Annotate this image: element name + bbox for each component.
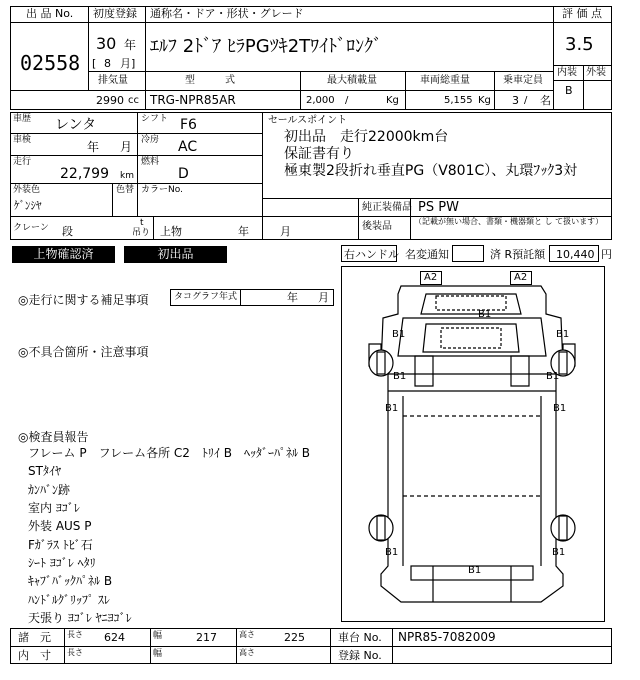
defects-label: ◎不具合箇所・注意事項: [18, 345, 149, 359]
right-handle: 右ハンドル: [344, 248, 399, 261]
max-load: 2,000: [306, 95, 335, 106]
exterior-color: ｹﾞﾝｼﾔ: [14, 199, 42, 212]
crane-label: クレーン: [13, 223, 49, 233]
b1-label: B1: [468, 565, 482, 576]
model-label: 型 式: [185, 75, 235, 86]
shift-label: シフト: [141, 114, 169, 124]
interior-dimensions-label: 内 寸: [18, 649, 51, 662]
fuel-label: 燃料: [141, 157, 160, 167]
tachograph-month-unit: 月: [318, 291, 329, 304]
capacity-unit: 名: [540, 94, 551, 107]
crane-stage: 段: [62, 225, 73, 238]
capacity-label: 乗車定員: [503, 75, 543, 86]
inner-width-label: 幅: [153, 649, 163, 659]
b1-label: B1: [546, 371, 560, 382]
width-label: 幅: [153, 631, 163, 641]
width: 217: [196, 631, 217, 644]
dimensions-label: 諸 元: [18, 631, 51, 644]
recycle-unit: 円: [601, 248, 612, 261]
recycle-amount: 10,440: [556, 248, 595, 261]
sales-point-line: 極東製2段折れ垂直PG（V801C）、丸環ﾌｯｸ3対: [284, 163, 578, 179]
exterior-grade-label: 外装: [586, 67, 606, 78]
inspector-line: 天張り ﾖｺﾞﾚ ﾔﾆﾖｺﾞﾚ: [28, 611, 132, 625]
a2-label: A2: [514, 272, 528, 283]
capacity: 3: [512, 94, 519, 107]
capacity-slash: /: [524, 95, 528, 106]
inspector-line: ｼｰﾄ ﾖｺﾞﾚ ﾍﾀﾘ: [28, 556, 96, 570]
b1-label: B1: [385, 403, 399, 414]
registration-year-unit: 年: [124, 38, 137, 52]
inspector-report-label: ◎検査員報告: [18, 430, 89, 444]
length: 624: [104, 631, 125, 644]
b1-label: B1: [552, 547, 566, 558]
name-change-label: 名変通知: [405, 248, 449, 261]
b1-label: B1: [556, 329, 570, 340]
chassis-label: 車台 No.: [338, 631, 382, 644]
inspection-label: 車検: [13, 135, 32, 145]
genuine-equipment-label: 純正装備品: [362, 202, 412, 213]
inspector-line: ﾊﾝﾄﾞﾙｸﾞﾘｯﾌﾟ ｽﾚ: [28, 593, 110, 607]
b1-label: B1: [393, 371, 407, 382]
interior-grade: B: [565, 84, 573, 97]
sales-point-line: 初出品 走行22000km台: [284, 129, 449, 145]
gross-weight: 5,155: [444, 95, 473, 106]
registration-month: 8: [104, 57, 111, 70]
registration-year: 30: [96, 34, 117, 53]
equipment-label: 上物: [160, 225, 182, 238]
genuine-equipment: PS PW: [418, 200, 459, 215]
recycle-label: 済 R預託額: [490, 248, 546, 261]
displacement-unit: cc: [128, 95, 139, 106]
registration-number-label: 登録 No.: [338, 649, 382, 662]
inspection-year-unit: 年: [87, 140, 100, 154]
mileage: 22,799: [60, 166, 109, 182]
aftermarket-label: 後装品: [362, 221, 392, 232]
vehicle-name-label: 通称名・ドア・形状・グレード: [150, 7, 304, 20]
a2-label: A2: [424, 272, 438, 283]
mileage-unit: km: [120, 171, 134, 181]
sales-points-label: セールスポイント: [268, 115, 348, 126]
gross-weight-unit: Kg: [478, 95, 491, 106]
b1-label: B1: [392, 329, 406, 340]
crane-ton-unit: t: [140, 218, 144, 228]
ac: AC: [178, 139, 198, 155]
color-no-label: カラーNo.: [141, 185, 183, 195]
history-label: 車歴: [13, 114, 32, 124]
score: 3.5: [565, 34, 594, 55]
inspector-line: 外装 AUS P: [28, 519, 92, 533]
registration-month-bracket: [: [92, 57, 97, 70]
max-load-slash: /: [345, 95, 349, 106]
lot-number-label: 出 品 No.: [26, 7, 74, 20]
ac-label: 冷房: [141, 135, 160, 145]
score-label: 評 価 点: [562, 7, 602, 20]
first-listing-bar: 初出品: [124, 246, 227, 263]
fuel: D: [178, 166, 189, 182]
history: レンタ: [55, 117, 97, 133]
vehicle-name: ｴﾙﾌ 2ﾄﾞｱ ﾋﾗPGﾂｷ2Tﾜｲﾄﾞﾛﾝｸﾞ: [150, 36, 383, 57]
tachograph-year-unit: 年: [287, 291, 298, 304]
inspector-line: ｷｬﾌﾞﾊﾞｯｸﾊﾟﾈﾙ B: [28, 574, 113, 588]
equipment-month-unit: 月: [280, 225, 291, 238]
b1-label: B1: [385, 547, 399, 558]
interior-grade-label: 内装: [557, 67, 577, 78]
inner-height-label: 高さ: [239, 648, 255, 657]
height-label: 高さ: [239, 630, 255, 639]
inspector-line: Fｶﾞﾗｽ ﾄﾋﾞ石: [28, 538, 93, 552]
displacement-label: 排気量: [98, 75, 128, 86]
lot-number: 02558: [20, 51, 81, 75]
gross-weight-label: 車両総重量: [420, 75, 470, 86]
inspector-line: ｶﾝﾊﾞﾝ跡: [28, 483, 71, 497]
b1-label: B1: [553, 403, 567, 414]
model: TRG-NPR85AR: [150, 93, 236, 107]
inspector-line: フレーム P フレーム各所 C2 ﾄﾘｲ B ﾍｯﾀﾞｰﾊﾟﾈﾙ B: [28, 446, 311, 460]
first-registration-label: 初度登録: [93, 7, 137, 20]
inspector-line: 室内 ﾖｺﾞﾚ: [28, 501, 80, 515]
registration-month-unit: 月]: [120, 57, 136, 70]
aftermarket-note: （記載が無い場合、書類・機器類と し て扱います）: [414, 217, 604, 226]
length-label: 長さ: [67, 630, 83, 639]
name-change-box: [452, 245, 484, 262]
max-load-unit: Kg: [386, 95, 399, 106]
exterior-color-label: 外装色: [13, 185, 41, 195]
sales-point-line: 保証書有り: [284, 146, 354, 162]
equipment-confirmed-bar: 上物確認済: [12, 246, 115, 263]
b1-label: B1: [478, 309, 492, 320]
max-load-label: 最大積載量: [327, 75, 377, 86]
shift: F6: [180, 117, 197, 133]
chassis-number: NPR85-7082009: [398, 630, 496, 644]
equipment-year-unit: 年: [238, 225, 249, 238]
height: 225: [284, 631, 305, 644]
displacement: 2990: [96, 94, 124, 107]
inspection-month-unit: 月: [120, 140, 133, 154]
mileage-label: 走行: [13, 157, 32, 167]
inner-length-label: 長さ: [67, 648, 83, 657]
crane-lift-unit: 吊り: [132, 228, 151, 238]
driving-notes-label: ◎走行に関する補足事項: [18, 293, 149, 307]
tachograph-label: タコグラフ年式: [174, 292, 238, 302]
inspector-line: STﾀｲﾔ: [28, 464, 61, 478]
color-change-label: 色替: [116, 185, 135, 195]
